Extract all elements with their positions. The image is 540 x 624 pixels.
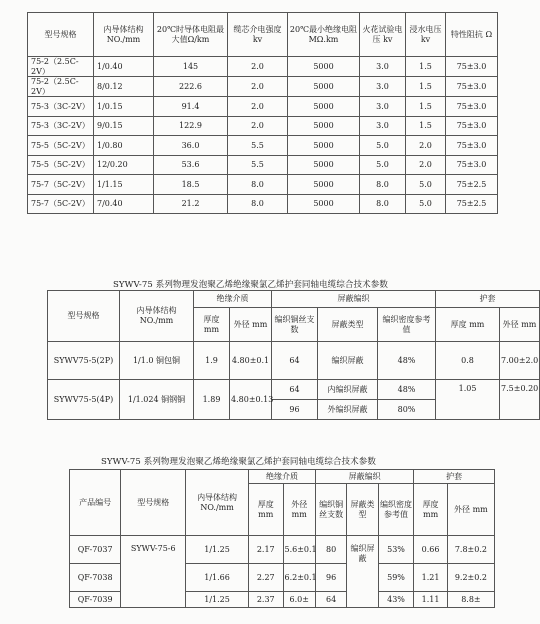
cable-spec-table-2 [47,290,540,420]
t1-row [28,57,498,77]
t2-r2b-wires: 96 [272,400,318,420]
t1-cell: 75±2.5 [446,194,498,214]
t2-header-thick: 厚度 mm [194,308,230,342]
t2-header-shield-type: 屏蔽类型 [318,308,378,342]
t1-cell: 122.9 [154,116,228,136]
t2-header-wires: 编织铜丝支数 [272,308,318,342]
t1-cell: 75-2（2.5C-2V） [28,77,94,97]
t3-r3-density: 43% [378,592,414,608]
t2-r2-sheath-od: 7.5±0.20 [500,380,540,420]
t1-cell: 1.5 [406,97,446,117]
t3-r2-sheath-od: 9.2±0.2 [447,564,494,592]
t1-cell: 2.0 [406,136,446,156]
t1-header-dielectric: 缆芯介电强度 kv [228,13,288,57]
t3-r2-od: 6.2±0.1 [283,564,315,592]
t3-header-sheath: 护套 [414,470,495,484]
t2-r2a-density: 48% [378,380,436,400]
t1-header-model: 型号规格 [28,13,94,57]
t1-cell: 75-3（3C-2V） [28,97,94,117]
t2-r2a-wires: 64 [272,380,318,400]
t3-header-shield: 屏蔽编织 [315,470,413,484]
t2-header-inner: 内导体结构 NO./mm [120,291,194,342]
t1-cell: 5000 [288,155,360,175]
table3-title: SYWV-75 系列物理发泡聚乙烯绝缘聚氯乙烯护套同轴电缆综合技术参数 [101,457,376,467]
t1-cell: 7/0.40 [94,194,154,214]
t1-cell: 5.0 [406,194,446,214]
t3-header-shield-type: 屏蔽类型 [347,484,378,536]
t3-r3-wires: 64 [315,592,346,608]
t1-cell: 5.5 [228,136,288,156]
t2-r1-wires: 64 [272,342,318,380]
t3-header-insulation: 绝缘介质 [248,470,315,484]
t1-cell: 1/0.15 [94,97,154,117]
t1-cell: 3.0 [360,77,406,97]
t1-cell: 21.2 [154,194,228,214]
t1-cell: 5000 [288,136,360,156]
t1-cell: 2.0 [228,77,288,97]
t1-row [28,97,498,117]
t1-cell: 75-5（5C-2V） [28,155,94,175]
t2-header-model: 型号规格 [48,291,120,342]
t2-r1-model: SYWV75-5(2P) [48,342,120,380]
t1-cell: 1/0.40 [94,57,154,77]
t3-r2-sheath-thick: 1.21 [414,564,447,592]
t3-r1-od: 5.6±0.1 [283,536,315,564]
t3-r2-code: QF-7038 [70,564,121,592]
t1-cell: 91.4 [154,97,228,117]
t2-r1-sheath-od: 7.00±2.0 [500,342,540,380]
t3-header-od: 外径 mm [283,484,315,536]
t1-cell: 1/0.80 [94,136,154,156]
t2-r1-sheath-thick: 0.8 [436,342,500,380]
t3-header-thick: 厚度 mm [248,484,283,536]
t2-r1-od: 4.80±0.1 [230,342,272,380]
t1-cell: 1.5 [406,116,446,136]
cable-spec-table-1 [27,12,498,214]
t3-r2-thick: 2.27 [248,564,283,592]
t1-cell: 3.0 [360,57,406,77]
t1-cell: 2.0 [228,97,288,117]
t1-header-resistance: 20℃时导体电阻最大值Ω/km [154,13,228,57]
t2-r2-inner: 1/1.024 铜钢铜 [120,380,194,420]
t3-header-wires: 编织铜丝支数 [315,484,346,536]
t3-shield-type: 编织屏蔽 [347,536,378,608]
t3-model: SYWV-75-6 [121,536,186,608]
t1-cell: 1.5 [406,57,446,77]
t1-cell: 18.5 [154,175,228,195]
t1-cell: 5000 [288,97,360,117]
t1-cell: 75±3.0 [446,136,498,156]
t1-cell: 5.0 [406,175,446,195]
t1-cell: 9/0.15 [94,116,154,136]
t3-r1-density: 53% [378,536,414,564]
t1-cell: 5.0 [360,155,406,175]
t1-cell: 1.5 [406,77,446,97]
t3-r2-density: 59% [378,564,414,592]
t2-r2-model: SYWV75-5(4P) [48,380,120,420]
t1-cell: 5000 [288,116,360,136]
t2-header-sheath: 护套 [436,291,540,308]
t1-cell: 222.6 [154,77,228,97]
t2-r2b-type: 外编织屏蔽 [318,400,378,420]
t3-r1-code: QF-7037 [70,536,121,564]
t1-row [28,116,498,136]
t1-cell: 75-5（5C-2V） [28,136,94,156]
t2-header-insulation: 绝缘介质 [194,291,272,308]
t2-r2-thick: 1.89 [194,380,230,420]
t1-cell: 75-2（2.5C-2V） [28,57,94,77]
t1-cell: 75±3.0 [446,155,498,175]
t1-cell: 75-7（5C-2V） [28,175,94,195]
t3-r3-sheath-thick: 1.11 [414,592,447,608]
t3-r3-thick: 2.37 [248,592,283,608]
t2-r1-inner: 1/1.0 铜包铜 [120,342,194,380]
t1-cell: 5000 [288,175,360,195]
t3-r1-sheath-od: 7.8±0.2 [447,536,494,564]
t1-cell: 5000 [288,77,360,97]
t3-header-inner: 内导体结构 NO./mm [186,470,249,536]
t1-cell: 2.0 [228,57,288,77]
table2-title: SYWV-75 系列物理发泡聚乙烯绝缘聚氯乙烯护套同轴电缆综合技术参数 [113,280,388,290]
t3-r3-code: QF-7039 [70,592,121,608]
t3-header-density: 编织密度参考值 [378,484,414,536]
t2-r1-type: 编织屏蔽 [318,342,378,380]
t1-cell: 75±3.0 [446,116,498,136]
t1-header-impedance: 特性阻抗 Ω [446,13,498,57]
t1-cell: 8.0 [228,194,288,214]
t3-header-model: 型号规格 [121,470,186,536]
t2-r1-thick: 1.9 [194,342,230,380]
t1-cell: 53.6 [154,155,228,175]
t2-header-density: 编织密度参考值 [378,308,436,342]
t1-cell: 1/1.15 [94,175,154,195]
t2-r2-sheath-thick: 1.05 [436,380,500,420]
t1-cell: 3.0 [360,116,406,136]
t1-cell: 5.0 [360,136,406,156]
t2-header-sheath-od: 外径 mm [500,308,540,342]
t1-cell: 8.0 [360,194,406,214]
t1-cell: 75±2.5 [446,175,498,195]
t3-header-sheath-thick: 厚度 mm [414,484,447,536]
t1-cell: 5000 [288,57,360,77]
t1-cell: 3.0 [360,97,406,117]
t1-cell: 75±3.0 [446,97,498,117]
t1-row [28,155,498,175]
t1-row [28,194,498,214]
t3-r3-od: 6.0± [283,592,315,608]
t1-cell: 75±3.0 [446,57,498,77]
t1-header-immersion: 浸水电压 kv [406,13,446,57]
t1-cell: 8.0 [228,175,288,195]
t1-cell: 5.5 [228,155,288,175]
t1-cell: 12/0.20 [94,155,154,175]
t2-header-od: 外径 mm [230,308,272,342]
t3-r1-sheath-thick: 0.66 [414,536,447,564]
t1-cell: 75±3.0 [446,77,498,97]
t3-header-sheath-od: 外径 mm [447,484,494,536]
t3-r1-wires: 80 [315,536,346,564]
t3-r2-inner: 1/1.66 [186,564,249,592]
t2-r2b-density: 80% [378,400,436,420]
t3-r1-thick: 2.17 [248,536,283,564]
t3-header-product: 产品编号 [70,470,121,536]
t2-r2-od: 4.80±0.13 [230,380,272,420]
t1-cell: 2.0 [228,116,288,136]
t2-r1-density: 48% [378,342,436,380]
cable-spec-table-3 [69,469,495,608]
t1-cell: 2.0 [406,155,446,175]
t1-cell: 75-3（3C-2V） [28,116,94,136]
t1-cell: 75-7（5C-2V） [28,194,94,214]
t1-cell: 36.0 [154,136,228,156]
t2-header-sheath-thick: 厚度 mm [436,308,500,342]
t2-r2a-type: 内编织屏蔽 [318,380,378,400]
t1-cell: 5000 [288,194,360,214]
t1-header-spark: 火花试验电压 kv [360,13,406,57]
t1-row [28,175,498,195]
t1-cell: 145 [154,57,228,77]
t3-r1-inner: 1/1.25 [186,536,249,564]
t1-cell: 8/0.12 [94,77,154,97]
t3-r3-sheath-od: 8.8± [447,592,494,608]
t3-r3-inner: 1/1.25 [186,592,249,608]
t1-row [28,77,498,97]
t1-header-inner: 内导体结构 NO./mm [94,13,154,57]
t1-row [28,136,498,156]
t1-cell: 8.0 [360,175,406,195]
t1-header-insulation-resistance: 20℃最小绝缘电阻 MΩ.km [288,13,360,57]
t3-r2-wires: 96 [315,564,346,592]
t2-header-shield: 屏蔽编织 [272,291,436,308]
